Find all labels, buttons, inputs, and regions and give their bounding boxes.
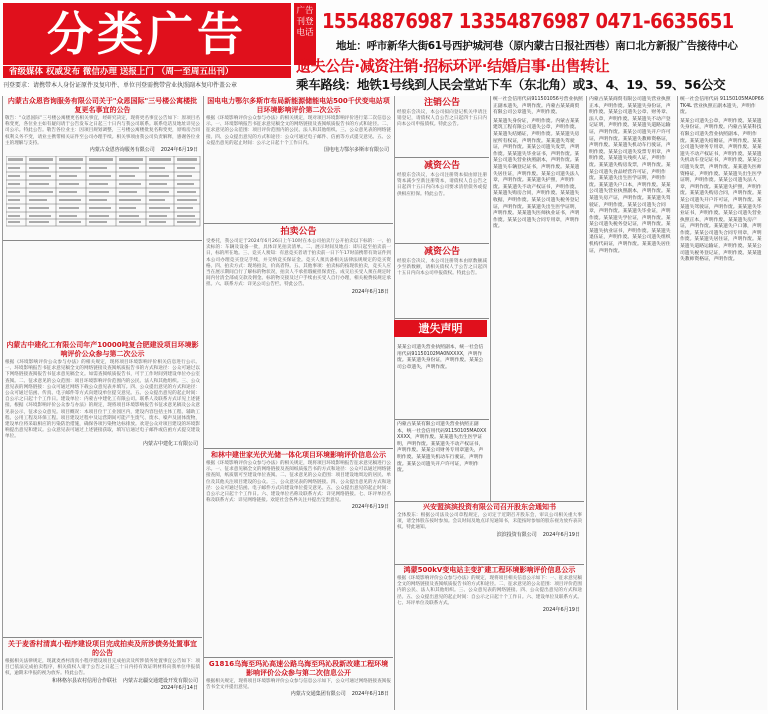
notice-body: 全体股东：根据公司法及公司章程规定，公司定于近期召开股东会，审议公司相关重大事项，请全体股东按时参加。会议时间及地点详见通知书，未能按时参加的股东视为放弃表决权。特此通知。: [397, 513, 582, 531]
notice-body: 经股东会决议，本公司注册资本拟由原注册资本减少至新注册资本，请债权人自公告之日起四十五日内向本公司要求清偿债务或提供相应担保。特此公告。: [397, 173, 487, 197]
notice-body: 根据相关规定，现将项目环境影响评价公众参与信息公示如下，公众可通过网络链接查阅报告书全文并提出意见。: [206, 679, 391, 691]
notice-title: 国电电力鄂尔多斯市布局新能源储能电站500千伏变电站项目环境影响评价第二次公示: [207, 97, 390, 114]
notice-body: 受委托，我公司定于2024年6月26日上午10时在本公司拍卖厅公开拍卖以下标的：一、拍卖标的：车辆及设备一批，具体详见拍卖清单。二、展示时间及地点：即日起至拍卖前一日，标的所在地。三、竞买人须知：有意竞买者请于拍卖前一日下午17时前携带有效证件到本公司办理竞买登记手续，并交纳竞买保证金。竞买人须具备相关法律法规规定的竞买资格。四、拍卖方式：现场拍卖，价高者得。五、其他事项：拍卖标的按现状拍卖，竞买人应当在展示期间自行了解标的物状况，拍卖人不承担瑕疵担保责任。成交后买受人须在规定时间内付清全部成交款及佣金。标的物交接及过户手续由买受人自行办理，相关税费按规定承担。六、联系方式：详见公司公告栏。特此公告。: [206, 239, 392, 288]
data-table: [6, 156, 202, 228]
notice-zhongjian-chem: [3, 340, 202, 638]
lost-notice-text: 内蒙古某某有限公司遗失营业执照正副本，统一社会信用代码91150105MA0XXXXXX，声明作废。某某遗失出生医学证明，声明作废。某某遗失不动产权证书，声明作废。某某公司财务专用章遗失，声明作废。某某遗失机动车行驶证，声明作废。某某公司遗失开户许可证，声明作废。: [397, 422, 487, 474]
notice-signature: 内蒙古中建化工有限公司: [142, 440, 198, 447]
notice-title: 拍卖公告: [280, 227, 317, 237]
notice-body: 敬告：“众恩国际”三号楼公寓楼更名相关事宜，经研究决定，现将更名事宜公告如下：原项目名称变更，各位业主如有疑问请于公告发布之日起三十日内与我公司联系。联系电话及地址详见公司公示。特此公告。敬告各位业主：因项目规划调整，三号楼公寓楼批复名称变更，原购房合同权利义务不变，请业主携带相关证件至公司办理手续。相关事项由我公司负责解释，感谢各位业主的理解与支持。: [5, 116, 200, 146]
notice-maixiangcun: [3, 639, 202, 710]
lost-notice-text: 内蒙古某某商贸有限公司遗失营业执照正本，声明作废。某某遗失身份证，声明作废。某某公司遗失公章、财务章、法人章，声明作废。某某遗失不动产登记证明，声明作废。某某遗失道路运输证，声明作废。某某公司遗失开户许可证，声明作废。某某遗失教师资格证，声明作废。某某遗失机动车行驶证，声明作废。某某公司遗失发票专用章，声明作废。某某遗失残疾人证，声明作废。某某遗失购房发票，声明作废。某某公司遗失食品经营许可证，声明作废。某某遗失出生医学证明，声明作废。某某遗失户口本，声明作废。某某公司遗失营业执照副本，声明作废。某某遗失房产证，声明作废。某某遗失驾驶证，声明作废。某某公司遗失合同章，声明作废。某某遗失毕业证，声明作废。某某遗失学位证，声明作废。某某公司遗失税务登记证，声明作废。某某遗失执业证书，声明作废。某某遗失退伍证，声明作废。某某公司遗失组织机构代码证，声明作废。某某遗失居住证，声明作废。: [589, 97, 671, 254]
notice-signature: 滨滨投资有限公司 2024年6月19日: [496, 531, 580, 538]
notice-body: 根据相关法律规定，现就麦香村清真小程序建设项目完成拍卖及所涉债务处置事宜公告如下：项目已依法完成拍卖程序，相关债权人请于公告之日起三十日内持有效证明材料向我单位申报债权，逾期未申报的视为放弃。特此公告。: [5, 659, 200, 677]
notice-title: 减资公告: [423, 161, 460, 171]
notice-title: 关于麦香村清真小程序建设项目完成拍卖及所涉债务处置事宜的公告: [8, 640, 197, 657]
notice-body: 经股东会决议，本公司注册资本由原数额减少至新数额，请相关债权人于公告之日起四十五日内向本公司申报债权。特此公告。: [397, 259, 487, 277]
notice-date: 2024年6月14日: [160, 684, 198, 691]
notice-title: 内蒙古众恩咨询服务有限公司关于"众恩国际"三号楼公寓楼批复更名事宜的公告: [7, 97, 198, 114]
notice-body: 根据《环境影响评价公众参与办法》的相关规定，现将项目环境影响报告征求意见稿进行公示。一、征求意见稿全文的网络链接及查阅纸质报告书的方式和途径：公众可以通过网络链接查阅，纸质版可至建设单位查阅。二、征求意见的公众范围：项目建设地周边的居民、单位及其他关注项目建设的公众。三、公众意见表的网络链接。四、公众提出意见的方式和途径：公众可通过信函、电子邮件方式向建设单位提交意见。五、公众提出意见的起止时间：自公示之日起十个工作日。六、建设单位名称及联系方式：详见网络链接。七、环评单位名称及联系方式：详见网络链接。欢迎社会各界关注并提出宝贵意见。: [206, 461, 391, 504]
notice-body: 根据《环境影响评价公众参与办法》的相关规定，现对项目环境影响评价进行第二次信息公示。一、环境影响报告书征求意见稿全文的网络链接及查阅纸质报告书的方式和途径。二、征求意见的公众范围：项目评价范围内的公民、法人和其他组织。三、公众意见表的网络链接。四、公众提出意见的方式和途径：公众可通过电子邮件、信函等方式提交意见。五、公众提出意见的起止时间：公示之日起十个工作日内。: [206, 116, 391, 146]
tag-line: 刊登: [296, 17, 314, 27]
service-list: 遗失公告·减资注销·招标环评·结婚启事·出售转让: [296, 57, 610, 75]
notice-zhongen: [3, 96, 202, 241]
lost-notice-text: 某某公司遗失营业执照副本，统一社会信用代码91150102MA0NXXXX，声明作废。某某遗失身份证，声明作废。某某公司公章遗失，声明作废。: [397, 345, 484, 370]
notice-body: 根据《环境影响评价公众参与办法》的规定，现将项目相关信息公示如下：一、征求意见稿全文的网络链接及查阅纸质报告书的方式和途径。二、征求意见的公众范围：项目评价范围内的公民、法人和其他组织。三、公众意见表的网络链接。四、公众提出意见的方式和途径。五、公众提出意见的起止时间：自公示之日起十个工作日。六、建设单位及联系方式。七、环评单位及联系方式。: [397, 576, 582, 606]
notice-date: 2024年6月18日: [351, 288, 389, 295]
column-4: [490, 96, 585, 501]
notice-title: 和林中建世家光伏光储一体化项目环境影响评价信息公示: [211, 451, 386, 459]
notice-title: 兴安盟滨滨投资有限公司召开股东会通知书: [423, 503, 556, 511]
notice-body: 根据《环境影响评价公众参与办法》的相关规定，现将项目环境影响评价相关信息进行公示。一、环境影响报告书征求意见稿全文的网络链接及查阅纸质报告书的方式和途径：公众可通过以下网络链接查阅报告书征求意见稿全文。如需查阅纸质报告书，可于工作时间到建设单位办公室查阅。二、征求意见的公众范围：项目环境影响评价范围内的公民、法人和其他组织。三、公众意见表的网络链接：公众可通过网络下载公众意见表并填写。四、公众提出意见的方式和途径：公众可通过信函、传真、电子邮件等方式向建设单位提交意见。五、公众提出意见的起止时间：自公示之日起十个工作日。建设单位：内蒙古中建化工有限公司。联系人及联系方式详见上述链接。根据《环境影响评价公众参与办法》的规定，现将项目环境影响报告书征求意见稿及公众意见表公示，征求公众意见。项目概况：本项目位于工业园区内，建设内容包括主体工程、辅助工程、公用工程及环保工程。项目建设过程中及运营期间可能产生废气、废水、噪声及固体废物，建设单位将采取相应的污染防治措施，确保各项污染物达标排放。欢迎公众对项目建设的环境影响提出意见和建议。公众意见表可通过上述链接获取，填写后通过电子邮件或信函方式提交建设单位。: [5, 360, 200, 440]
notice-hongmeng: [394, 564, 584, 710]
notice-date: 2024年6月19日: [351, 504, 389, 511]
bus-route: 乘车路线：地铁1号线到人民会堂站下车（东北角）或3、4、19、59、56公交: [296, 77, 726, 92]
notice-auction: [204, 225, 393, 449]
phone-numbers: 15548876987 13354876987 0471-6635651: [322, 9, 734, 33]
notice-signature: 国电电力鄂尔多斯市有限公司: [323, 147, 389, 154]
lost-notice-text: 某某公司遗失公章，声明作废。某某遗失身份证，声明作废。内蒙古某某科技有限公司遗失营业执照副本，声明作废。某某遗失结婚证，声明作废。某某公司遗失财务专用章，声明作废。某某遗失不动产权证书，声明作废。某某遗失机动车登记证书，声明作废。某某公司遗失发票，声明作废。某某遗失医师资格证，声明作废。某某遗失出生医学证明，声明作废。某某公司遗失法人章，声明作废。某某遗失护照，声明作废。某某遗失购房合同，声明作废。某某公司遗失开户许可证，声明作废。某某遗失驾驶证，声明作废。某某遗失毕业证书，声明作废。某某公司遗失营业执照正本，声明作废。某某遗失房产证，声明作废。某某遗失户口簿，声明作废。某某公司遗失合同专用章，声明作废。某某遗失居住证，声明作废。某某遗失道路运输证，声明作废。某某公司遗失税务登记证，声明作废。某某遗失教师资格证，声明作废。: [680, 118, 762, 263]
column-5: [586, 96, 676, 710]
tag-line: 电话: [296, 28, 314, 38]
notice-title: 注销公告: [423, 98, 460, 108]
lost-statement-banner: 遗失声明: [394, 320, 487, 337]
lost-notice-text: 统一社会信用代码 91150105MA0P66TK4L 营业执照正副本遗失，声明作废。: [680, 97, 764, 116]
lost-notice-text: 统一社会信用代码911501056号营业执照正副本遗失，声明作废。内蒙古某某商贸有限公司公章遗失，声明作废。: [493, 97, 583, 116]
notice-xingan: [394, 501, 584, 563]
notice-reduce-1: [395, 159, 489, 244]
notice-title: G1816乌海至玛沁高速公路乌海至玛沁段新改建工程环境影响评价公众参与第二次信息公开: [208, 660, 389, 677]
address: 地址：呼市新华大街61号西护城河巷（原内蒙古日报社西巷）南口北方新报广告接待中心: [336, 40, 738, 52]
header: [0, 0, 768, 95]
notice-title: 减资公告: [423, 247, 460, 257]
notice-title: 鸿蒙500kV变电站主变扩建工程环境影响评价信息公示: [403, 566, 576, 574]
brand-title: 分类广告: [3, 3, 291, 65]
lost-notice-text: 某某遗失身份证，声明作废。内蒙古某某建筑工程有限公司遗失公章，声明作废。某某遗失结婚证，声明作废。某某遗失房屋所有权证，声明作废。某某遗失驾驶证，声明作废。某某公司遗失发票，声明作废。某某遗失毕业证书，声明作废。某某公司遗失营业执照副本，声明作废。某某遗失车辆登记证书，声明作废。某某遗失居住证，声明作废。某某公司遗失法人章，声明作废。某某遗失护照，声明作废。某某遗失不动产权证书，声明作废。某某遗失购房合同，声明作废。某某遗失收据，声明作废。某某公司遗失税务登记证，声明作废。某某遗失出生医学证明，声明作废。某某遗失医师执业证书，声明作废。某某公司遗失合同专用章，声明作废。: [493, 118, 580, 230]
column-2: [203, 96, 393, 710]
notice-helin: [204, 450, 393, 658]
notice-body: 经股东会决议，本公司拟向登记机关申请注销登记，请债权人自公告之日起四十五日内向本公司申报债权。特此公告。: [397, 110, 487, 128]
notice-date: 2024年6月19日: [542, 607, 580, 614]
column-6: [677, 96, 767, 710]
lost-notices-col3: [395, 344, 489, 420]
notice-reduce-2: [395, 245, 489, 319]
column-1: [2, 96, 202, 710]
notice-title: 内蒙古中建化工有限公司年产10000吨复合肥建设项目环境影响评价公众参与第二次公示: [6, 341, 199, 358]
notice-cancel: [395, 96, 489, 158]
notice-g1816: [204, 659, 393, 710]
fine-print: 刊登要求：请携带本人身份证原件及复印件、单位刊登需携带营业执照副本复印件盖公章: [3, 82, 238, 89]
notice-signature: 内蒙古众恩咨询服务有限公司 2024年6月19日: [89, 147, 198, 154]
notice-signature: 和林格尔县农村信用合作联社 内蒙古北疆交通建设开发有限公司: [51, 677, 198, 684]
notice-signature: 内蒙古交通集团有限公司 2024年6月18日: [290, 691, 389, 698]
notice-guodian: [204, 96, 393, 224]
slogan-bar: 省级媒体 权威发布 微信办理 送报上门 （周一至周五出刊）: [3, 66, 291, 78]
tag-line: 广告: [296, 6, 314, 16]
